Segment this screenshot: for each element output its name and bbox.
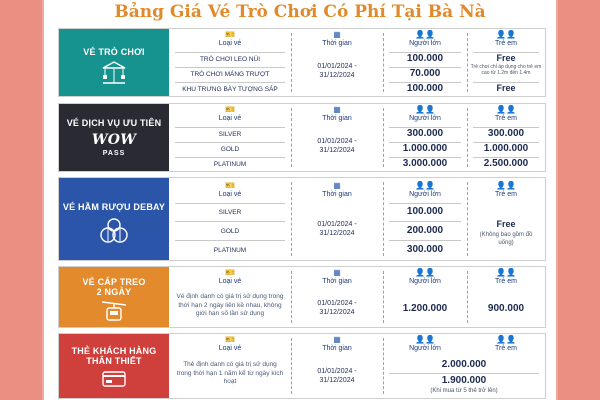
ticket-icon: 🎫 — [225, 268, 235, 277]
category-panel — [59, 178, 169, 260]
adult-price: 100.000 — [406, 83, 444, 94]
time-column — [293, 104, 381, 171]
ticket-wine-cellar — [58, 177, 546, 261]
adult-column — [385, 104, 465, 171]
time-column — [293, 334, 381, 398]
child-note: (Không bao gồm đồ uống) — [479, 232, 533, 246]
type-header: Loại vé — [218, 278, 242, 285]
adult-price: 1.000.000 — [402, 143, 448, 154]
type-row: SILVER — [218, 131, 242, 138]
card-icon — [59, 370, 169, 392]
adult-price: 3.000.000 — [402, 158, 448, 169]
child-column — [469, 104, 543, 171]
time-column — [293, 29, 381, 96]
child-note: Trẻ chơi chỉ áp dụng cho trẻ em cao từ 1.2m đến 1.4m — [470, 64, 542, 76]
category-label: VÉ TRÒ CHƠI — [83, 47, 145, 57]
type-header: Loại vé — [218, 191, 242, 198]
type-column — [171, 178, 289, 260]
child-price: 2.500.000 — [483, 158, 529, 169]
child-price: 900.000 — [487, 303, 525, 314]
date-end: 31/12/2024 — [319, 147, 355, 154]
date-end: 31/12/2024 — [319, 309, 355, 316]
adult-price: 300.000 — [406, 244, 444, 255]
ticket-icon: 🎫 — [225, 181, 235, 190]
date-end: 31/12/2024 — [319, 230, 355, 237]
child-icon: 👤👤 — [496, 181, 516, 190]
category-panel — [59, 334, 169, 398]
child-column — [469, 178, 543, 260]
adult-column — [385, 267, 465, 327]
adult-header: Người lớn — [409, 40, 441, 47]
price-column — [385, 334, 543, 398]
wow-pass-logo: WOW — [91, 132, 137, 148]
time-header: Thời gian — [322, 40, 352, 47]
time-header: Thời gian — [322, 278, 352, 285]
type-header: Loại vé — [218, 115, 242, 122]
adult-column — [385, 29, 465, 96]
category-panel — [59, 267, 169, 327]
right-decor — [558, 0, 600, 400]
child-header: Trẻ em — [495, 345, 517, 352]
adult-icon: 👤👤 — [415, 30, 435, 39]
child-header: Trẻ em — [495, 278, 517, 285]
calendar-icon: ▦ — [333, 268, 341, 277]
date-end: 31/12/2024 — [319, 377, 355, 384]
time-header: Thời gian — [322, 191, 352, 198]
type-row: TRÒ CHƠI LEO NÚI — [199, 56, 261, 63]
adult-header: Người lớn — [409, 345, 441, 352]
child-header: Trẻ em — [495, 115, 517, 122]
adult-column — [385, 178, 465, 260]
calendar-icon: ▦ — [333, 105, 341, 114]
ticket-description: Vé định danh có giá trị sử dụng trong thời hạn 2 ngày liên kề nhau, không giới hạn số lần sử dụng — [176, 293, 284, 317]
date-start: 01/01/2024 - — [317, 221, 357, 228]
type-column — [171, 104, 289, 171]
loyalty-price: 2.000.000 — [441, 359, 487, 370]
adult-price: 100.000 — [406, 206, 444, 217]
adult-icon: 👤👤 — [415, 335, 435, 344]
ticket-icon: 🎫 — [225, 105, 235, 114]
child-price: Free — [496, 53, 516, 63]
time-column — [293, 178, 381, 260]
time-header: Thời gian — [322, 115, 352, 122]
child-header: Trẻ em — [495, 40, 517, 47]
category-label-line2: 2 NGÀY — [96, 287, 132, 297]
type-row: GOLD — [220, 146, 240, 153]
type-column — [171, 334, 289, 398]
ticket-loyalty-card — [58, 333, 546, 399]
child-column — [469, 29, 543, 96]
calendar-icon: ▦ — [333, 181, 341, 190]
time-header: Thời gian — [322, 345, 352, 352]
type-header: Loại vé — [218, 345, 242, 352]
child-column — [469, 267, 543, 327]
type-row: PLATINUM — [213, 161, 247, 168]
ticket-description: Thẻ định danh có giá trị sử dụng trong thời hạn 1 năm kể từ ngày kích hoạt — [176, 361, 284, 385]
date-end: 31/12/2024 — [319, 72, 355, 79]
loyalty-bulk-note: (Khi mua từ 5 thẻ trở lên) — [430, 388, 498, 394]
child-price: Free — [496, 83, 516, 93]
left-decor — [0, 0, 42, 400]
date-start: 01/01/2024 - — [317, 300, 357, 307]
child-icon: 👤👤 — [496, 105, 516, 114]
category-label: THẺ KHÁCH HÀNG — [71, 346, 157, 356]
category-label-line2: THÂN THIẾT — [86, 356, 142, 366]
child-price: 300.000 — [487, 128, 525, 139]
ticket-games — [58, 28, 546, 97]
carousel-icon — [59, 61, 169, 89]
type-row: TRÒ CHƠI MÁNG TRƯỢT — [190, 71, 270, 78]
child-price: Free — [496, 219, 516, 229]
adult-icon: 👤👤 — [415, 268, 435, 277]
wow-pass-sub: PASS — [102, 150, 126, 157]
adult-price: 200.000 — [406, 225, 444, 236]
wine-barrels-icon — [59, 218, 169, 248]
page-title: Bảng Giá Vé Trò Chơi Có Phí Tại Bà Nà — [114, 2, 486, 22]
ticket-icon: 🎫 — [225, 30, 235, 39]
category-panel — [59, 104, 169, 171]
adult-header: Người lớn — [409, 278, 441, 285]
calendar-icon: ▦ — [333, 335, 341, 344]
type-row: KHU TRƯNG BÀY TƯỢNG SÁP — [182, 86, 278, 93]
loyalty-bulk-price: 1.900.000 — [441, 375, 487, 386]
type-row: PLATINUM — [213, 247, 247, 254]
date-start: 01/01/2024 - — [317, 63, 357, 70]
type-header: Loại vé — [218, 40, 242, 47]
time-column — [293, 267, 381, 327]
ticket-priority — [58, 103, 546, 172]
type-row: SILVER — [218, 209, 242, 216]
ticket-icon: 🎫 — [225, 335, 235, 344]
adult-icon: 👤👤 — [415, 105, 435, 114]
adult-price: 100.000 — [406, 53, 444, 64]
child-icon: 👤👤 — [496, 30, 516, 39]
date-start: 01/01/2024 - — [317, 138, 357, 145]
child-price: 1.000.000 — [483, 143, 529, 154]
type-column — [171, 267, 289, 327]
child-icon: 👤👤 — [496, 268, 516, 277]
adult-icon: 👤👤 — [415, 181, 435, 190]
type-row: GOLD — [220, 228, 240, 235]
category-label: VÉ DỊCH VỤ ƯU TIÊN — [66, 118, 162, 128]
category-label: VÉ HẦM RƯỢU DEBAY — [62, 202, 166, 212]
category-label: VÉ CÁP TREO — [82, 277, 146, 287]
calendar-icon: ▦ — [333, 30, 341, 39]
ticket-cable-car — [58, 266, 546, 328]
cable-car-icon — [59, 300, 169, 326]
child-header: Trẻ em — [495, 191, 517, 198]
adult-price: 300.000 — [406, 128, 444, 139]
adult-price: 1.200.000 — [402, 303, 448, 314]
adult-header: Người lớn — [409, 191, 441, 198]
type-column — [171, 29, 289, 96]
category-panel — [59, 29, 169, 96]
child-icon: 👤👤 — [496, 335, 516, 344]
adult-price: 70.000 — [409, 68, 441, 79]
date-start: 01/01/2024 - — [317, 368, 357, 375]
adult-header: Người lớn — [409, 115, 441, 122]
